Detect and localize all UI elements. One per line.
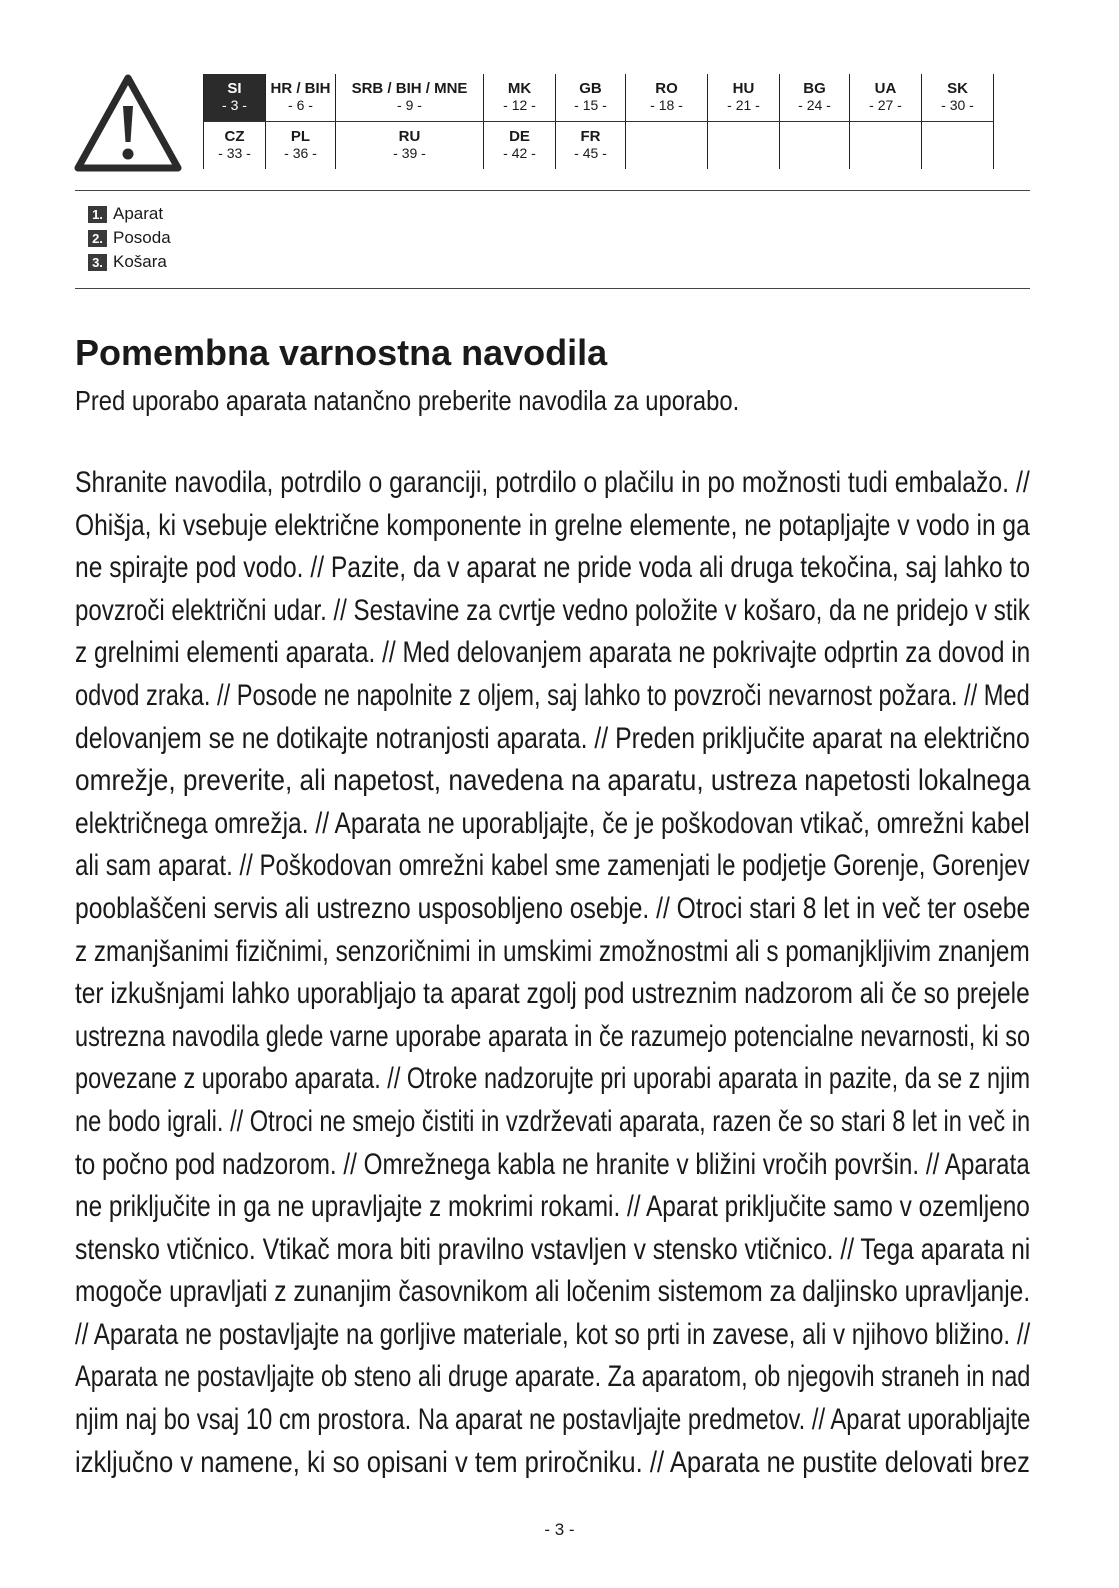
language-page-number: - 15 - [574, 97, 607, 113]
body-text-line: pooblaščeni servis ali ustrezno usposobljeno osebje. // Otroci stari 8 let in več ter osebe [75, 891, 1031, 925]
language-cell [626, 74, 708, 122]
language-page-number: - 33 - [218, 145, 251, 161]
body-text-line: ter izkušnjami lahko uporabljajo ta aparat zgolj pod ustreznim nadzorom ali če so prejele [75, 977, 1030, 1011]
body-text-line: delovanjem se ne dotikajte notranjosti aparata. // Preden priključite aparat na električno [75, 721, 1030, 755]
legend-item [88, 226, 171, 250]
language-page-number: - 12 - [503, 97, 536, 113]
body-text-line: // Aparata ne postavljajte na gorljive materiale, kot so prti in zavese, ali v njihovo bližino. // [75, 1317, 1031, 1351]
body-text-line: povzroči električni udar. // Sestavine za cvrtje vedno položite v košaro, da ne pridejo v stik [75, 593, 1030, 627]
language-page-number: - 6 - [288, 97, 313, 113]
language-page-number: - 21 - [727, 97, 760, 113]
legend-label: Posoda [113, 228, 171, 247]
section-title: Pomembna varnostna navodila [75, 332, 608, 373]
language-code: HR / BIH [270, 80, 331, 97]
language-code: FR [580, 128, 601, 145]
language-page-number: - 36 - [284, 145, 317, 161]
legend-number-badge: 1. [88, 206, 107, 223]
body-text-line: ali sam aparat. // Poškodovan omrežni kabel sme zamenjati le podjetje Gorenje, Gorenjev [75, 849, 1030, 883]
language-cell [266, 74, 336, 122]
body-text-line: ustrezna navodila glede varne uporabe aparata in če razumejo potencialne nevarnosti, ki so [75, 1019, 1031, 1053]
language-cell [850, 74, 922, 122]
language-cell [708, 74, 780, 122]
language-cell [556, 74, 626, 122]
language-code: RU [398, 128, 421, 145]
body-text-line: ne bodo igrali. // Otroci ne smejo čistiti in vzdrževati aparata, razen če so stari 8 let in več in [75, 1104, 1031, 1138]
language-code: CZ [224, 128, 245, 145]
body-text-line: ne spirajte pod vodo. // Pazite, da v aparat ne pride voda ali druga tekočina, saj lahko to [75, 551, 1031, 585]
language-cell [484, 122, 556, 170]
language-page-number: - 39 - [393, 145, 426, 161]
language-cell [922, 122, 994, 170]
body-text-line: izključno v namene, ki so opisani v tem priročniku. // Aparata ne pustite delovati brez [75, 1445, 1030, 1479]
language-page-number: - 9 - [397, 97, 422, 113]
language-cell [780, 74, 850, 122]
language-cell [708, 122, 780, 170]
language-cell [922, 74, 994, 122]
legend-item [88, 202, 171, 226]
language-cell [626, 122, 708, 170]
language-page-number: - 30 - [941, 97, 974, 113]
language-page-number: - 3 - [222, 97, 247, 113]
language-cell [780, 122, 850, 170]
legend-number-badge: 3. [88, 254, 107, 271]
language-code: BG [803, 80, 826, 97]
section-subtitle: Pred uporabo aparata natančno preberite navodila za uporabo. [75, 385, 740, 416]
language-cell [336, 122, 484, 170]
body-text-line: mogoče upravljati z zunanjim časovnikom ali ločenim sistemom za daljinsko upravljanje. [75, 1275, 1031, 1309]
language-cell [556, 122, 626, 170]
language-cell [484, 74, 556, 122]
legend-number-badge: 2. [88, 230, 107, 247]
language-page-number: - 27 - [869, 97, 902, 113]
safety-instructions-text [75, 462, 1030, 1484]
language-index-table [203, 74, 994, 169]
language-code: SRB / BIH / MNE [351, 80, 468, 97]
body-text-line: ne priključite in ga ne upravljajte z mokrimi rokami. // Aparat priključite samo v ozemljeno [75, 1190, 1030, 1224]
language-code: SI [227, 80, 242, 97]
language-cell [204, 122, 266, 170]
language-code: MK [507, 80, 532, 97]
body-text-line: Aparata ne postavljajte ob steno ali druge aparate. Za aparatom, ob njegovih straneh in nad [75, 1360, 1031, 1394]
language-cell [336, 74, 484, 122]
language-code: PL [290, 128, 311, 145]
language-page-number: - 18 - [650, 97, 683, 113]
body-text-line: odvod zraka. // Posode ne napolnite z oljem, saj lahko to povzroči nevarnost požara. // Med [75, 678, 1030, 712]
body-text-line: z grelnimi elementi aparata. // Med delovanjem aparata ne pokrivajte odprtin za dovod in [75, 636, 1031, 670]
language-cell [850, 122, 922, 170]
body-text-line: povezane z uporabo aparata. // Otroke nadzorujte pri uporabi aparata in pazite, da se z njim [75, 1062, 1031, 1096]
body-text-line: stensko vtičnico. Vtikač mora biti pravilno vstavljen v stensko vtičnico. // Tega aparata ni [75, 1232, 1031, 1266]
language-code: HU [732, 80, 755, 97]
body-text-line: to počno pod nadzorom. // Omrežnega kabla ne hranite v bližini vročih površin. // Aparata [75, 1147, 1030, 1181]
page-number: - 3 - [544, 1520, 575, 1539]
legend-label: Košara [113, 252, 167, 271]
language-page-number: - 24 - [798, 97, 831, 113]
language-page-number: - 45 - [574, 145, 607, 161]
language-index-row [204, 122, 994, 170]
body-text-line: električnega omrežja. // Aparata ne uporabljajte, če je poškodovan vtikač, omrežni kabel [75, 806, 1030, 840]
language-cell [266, 122, 336, 170]
legend-item [88, 250, 171, 274]
language-code: SK [947, 80, 968, 97]
body-text-line: Ohišja, ki vsebuje električne komponente in grelne elemente, ne potapljajte v vodo in ga [75, 508, 1030, 542]
parts-legend [88, 202, 171, 274]
language-index-row [204, 74, 994, 122]
body-text-line: z zmanjšanimi fizičnimi, senzoričnimi in umskimi zmožnostmi ali s pomanjkljivim znanjem [75, 934, 1030, 968]
language-page-number: - 42 - [503, 145, 536, 161]
divider-line [75, 190, 1030, 191]
legend-label: Aparat [113, 204, 164, 223]
body-text-line: Shranite navodila, potrdilo o garanciji, potrdilo o plačilu in po možnosti tudi embalažo. // [75, 466, 1030, 499]
divider-line [75, 288, 1030, 289]
language-code: UA [874, 80, 897, 97]
body-text-line: omrežje, preverite, ali napetost, navedena na aparatu, ustreza napetosti lokalnega [75, 764, 1031, 798]
language-cell [204, 74, 266, 122]
language-code: GB [579, 80, 602, 97]
warning-icon [72, 72, 184, 176]
body-text-line: njim naj bo vsaj 10 cm prostora. Na aparat ne postavljajte predmetov. // Aparat uporabljajte [75, 1403, 1031, 1437]
language-code: DE [509, 128, 530, 145]
language-code: RO [655, 80, 678, 97]
